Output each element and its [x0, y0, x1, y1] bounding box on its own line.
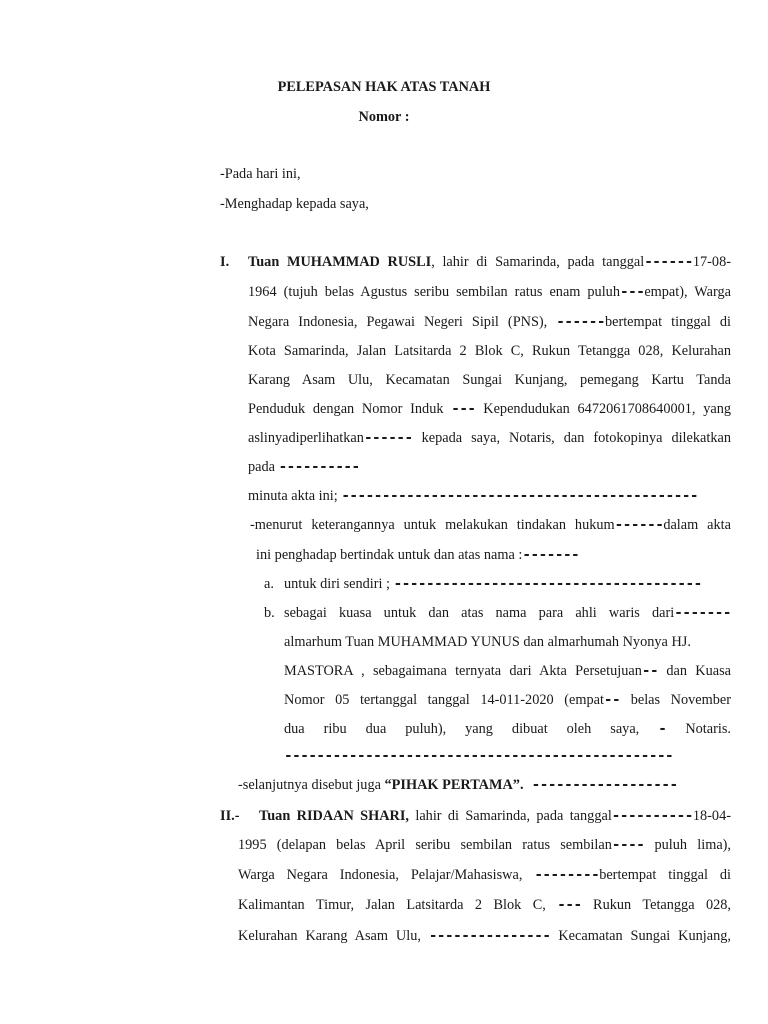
dash-filler: ------ [556, 314, 605, 330]
text-run: -menurut keterangannya untuk melakukan tindakan hukum [250, 517, 615, 533]
dash-filler: ------------------------------------------------ [284, 748, 674, 764]
text-run: puluh lima), [644, 837, 732, 853]
opening-line: -Pada hari ini, [220, 166, 301, 182]
party-one-honorific: Tuan [248, 254, 280, 270]
text-run: aslinyadiperlihatkan [248, 430, 364, 446]
text-run: -selanjutnya disebut juga [238, 777, 385, 793]
item-b-marker: b. [264, 605, 275, 621]
party-one-line [248, 457, 360, 477]
capacity-line [250, 515, 731, 535]
dash-filler: - [658, 721, 667, 737]
text-run: 1995 (delapan belas April seribu sembilan ratus sembilan [238, 837, 612, 853]
party-two-numeral: II.- [220, 808, 240, 824]
dash-filler: ------ [363, 430, 413, 446]
party-two-line [238, 865, 731, 885]
party-one-line [248, 399, 731, 419]
party-one-line [248, 252, 731, 272]
party-two-line [259, 806, 731, 826]
text-run: 1964 (tujuh belas Agustus seribu sembilan ratus enam puluh [248, 284, 620, 300]
party-one-line [248, 282, 731, 302]
item-b-line [284, 661, 731, 681]
dash-filler: ---- [611, 837, 645, 853]
dash-filler: ------- [522, 547, 580, 563]
text-run: lahir di Samarinda, pada tanggal [409, 808, 612, 824]
dash-filler: --- [557, 897, 582, 913]
dash-filler: -------------------------------------------- [341, 488, 699, 504]
dash-filler: ------ [614, 517, 664, 533]
dash-filler: --------------- [428, 928, 551, 944]
text-run: , lahir di Samarinda, pada tanggal [431, 254, 645, 270]
dash-filler: -- [603, 692, 621, 708]
party-one-summary [238, 775, 678, 795]
party-two-line [238, 895, 731, 915]
item-a-text [284, 574, 702, 594]
item-b-line [284, 690, 731, 710]
text-run: sebagai kuasa untuk dan atas nama para ahli waris dari [284, 605, 675, 621]
dash-filler: ------------------ [523, 777, 678, 793]
text-run: untuk diri sendiri ; [284, 576, 394, 592]
text-run: Kalimantan Timur, Jalan Latsitarda 2 Blok C, [238, 897, 558, 913]
dash-filler: --- [451, 401, 476, 417]
text-run: Rukun Tetangga 028, [581, 897, 731, 913]
party-two-name: RIDAAN SHARI, [296, 808, 410, 824]
text-run: minuta akta ini; [248, 488, 342, 504]
party-one-line [248, 312, 731, 332]
party-two-line [238, 926, 731, 946]
item-b-line [284, 719, 731, 739]
text-run: 17-08- [692, 254, 731, 270]
text-run: bertempat tinggal di [604, 314, 732, 330]
party-one-line [248, 428, 731, 448]
dash-filler: ---------- [611, 808, 693, 824]
text-run: dua ribu dua puluh), yang dibuat oleh saya, [284, 721, 659, 737]
text-run: Notaris. [666, 721, 731, 737]
item-b-line: almarhum Tuan MUHAMMAD YUNUS dan almarhumah Nyonya HJ. [284, 634, 691, 650]
item-b-line [284, 746, 673, 766]
capacity-line [256, 545, 579, 565]
party-one-line: Karang Asam Ulu, Kecamatan Sungai Kunjang, pemegang Kartu Tanda [248, 372, 731, 388]
text-run: dalam akta [663, 517, 731, 533]
text-run: empat), Warga [644, 284, 732, 300]
party-one-line [248, 486, 698, 506]
text-run: dan Kuasa [658, 663, 731, 679]
document-number-label: Nomor : [358, 109, 410, 125]
text-run: pada [248, 459, 279, 475]
item-a-marker: a. [264, 576, 274, 592]
text-run: Kecamatan Sungai Kunjang, [550, 928, 731, 944]
text-run: Kependudukan 6472061708640001, yang [475, 401, 731, 417]
party-two-honorific: Tuan [259, 808, 291, 824]
dash-filler: -------------------------------------- [393, 576, 702, 592]
text-run: 18-04- [692, 808, 731, 824]
text-run: Nomor 05 tertanggal tanggal 14-011-2020 (empat [284, 692, 604, 708]
dash-filler: ------ [644, 254, 693, 270]
text-run: kepada saya, Notaris, dan fotokopinya dilekatkan [412, 430, 731, 446]
text-run: belas November [620, 692, 731, 708]
text-run: Penduduk dengan Nomor Induk [248, 401, 452, 417]
dash-filler: -------- [534, 867, 600, 883]
party-one-name: MUHAMMAD RUSLI [286, 254, 432, 270]
text-run: ini penghadap bertindak untuk dan atas nama : [256, 547, 523, 563]
dash-filler: ---------- [278, 459, 360, 475]
opening-line: -Menghadap kepada saya, [220, 196, 369, 212]
text-run: Negara Indonesia, Pegawai Negeri Sipil (PNS), [248, 314, 557, 330]
text-run: Kelurahan Karang Asam Ulu, [238, 928, 429, 944]
party-one-role: “PIHAK PERTAMA”. [384, 777, 524, 793]
dash-filler: -- [641, 663, 659, 679]
document-title: PELEPASAN HAK ATAS TANAH [277, 79, 491, 95]
item-b-line [284, 603, 731, 623]
party-one-numeral: I. [220, 254, 230, 270]
party-two-line [238, 835, 731, 855]
dash-filler: --- [619, 284, 645, 300]
text-run: Warga Negara Indonesia, Pelajar/Mahasiswa, [238, 867, 535, 883]
text-run: bertempat tinggal di [599, 867, 731, 883]
dash-filler: ------- [674, 605, 731, 621]
text-run: MASTORA , sebagaimana ternyata dari Akta Persetujuan [284, 663, 642, 679]
party-one-line: Kota Samarinda, Jalan Latsitarda 2 Blok C, Rukun Tetangga 028, Kelurahan [248, 343, 731, 359]
